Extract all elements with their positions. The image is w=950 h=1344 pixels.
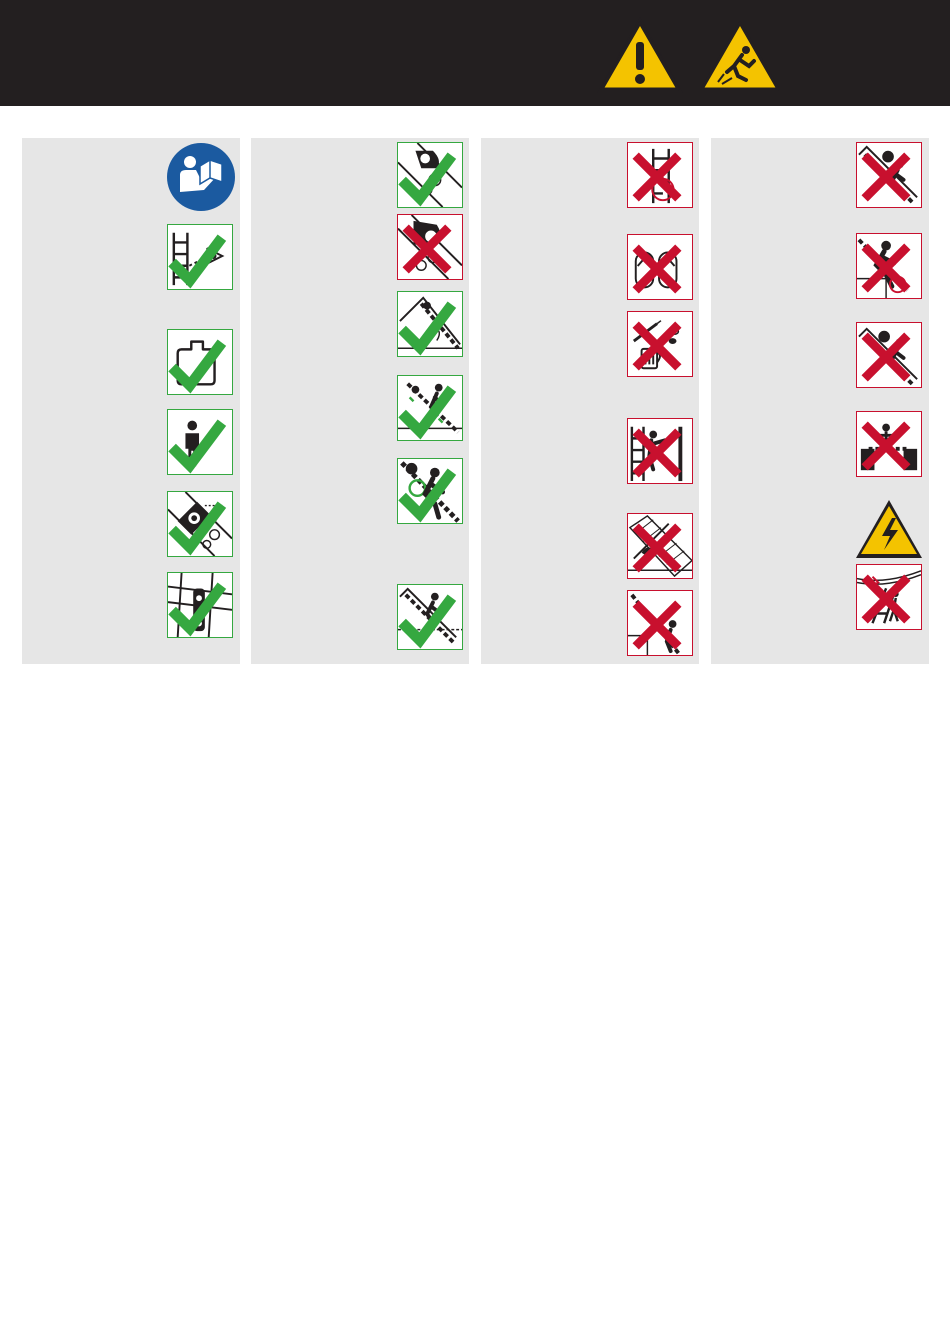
hook-attachment-icon (167, 491, 233, 557)
inspect-ladder-icon (167, 224, 233, 290)
checkmark-icon (167, 332, 229, 395)
checkmark-icon (397, 145, 459, 208)
instruction-panel-3 (481, 138, 699, 664)
cross-icon (856, 236, 918, 299)
cross-icon (856, 567, 918, 630)
checkmark-icon (397, 461, 459, 524)
single-person-icon (167, 409, 233, 475)
cross-icon (856, 414, 918, 477)
checkmark-icon (167, 494, 229, 557)
cross-icon (627, 516, 689, 579)
cross-icon (856, 145, 918, 208)
max-load-weight-icon (167, 329, 233, 395)
cross-icon (627, 237, 689, 300)
wheel-on-roof-icon (397, 142, 463, 208)
hinge-lock-icon (167, 572, 233, 638)
bridge-use-icon (856, 411, 922, 477)
cross-icon (627, 314, 689, 377)
climb-above-eaves-icon (397, 584, 463, 650)
general-warning-icon (594, 14, 686, 96)
overreach-icon (627, 590, 693, 656)
ridge-hook-icon (397, 291, 463, 357)
step-off-side-icon (856, 233, 922, 299)
cross-icon (627, 593, 689, 656)
fall-hazard-icon (694, 14, 786, 96)
checkmark-icon (397, 378, 459, 441)
wet-slippery-roof-icon (627, 513, 693, 579)
electric-hazard-icon (854, 498, 924, 560)
cross-icon (397, 217, 459, 280)
climb-on-hook-icon (856, 322, 922, 388)
power-line-icon (856, 564, 922, 630)
drilling-sideways-icon (627, 418, 693, 484)
instruction-panel-4 (711, 138, 929, 664)
read-manual-icon (166, 142, 236, 212)
drugs-alcohol-icon (627, 311, 693, 377)
stand-on-top-icon (856, 142, 922, 208)
checkmark-icon (167, 227, 229, 290)
checkmark-icon (397, 587, 459, 650)
instruction-panel-2 (251, 138, 469, 664)
flip-flops-icon (627, 234, 693, 300)
checkmark-icon (167, 412, 229, 475)
cross-icon (856, 325, 918, 388)
cross-icon (627, 421, 689, 484)
wheel-on-roof-wrong-icon (397, 214, 463, 280)
header-bar (0, 0, 950, 106)
checkmark-icon (167, 575, 229, 638)
checkmark-icon (397, 294, 459, 357)
climb-check-hook-icon (397, 458, 463, 524)
climb-with-secured-ladder-icon (397, 375, 463, 441)
damaged-rung-icon (627, 142, 693, 208)
cross-icon (627, 145, 689, 208)
instruction-panel-1 (22, 138, 240, 664)
